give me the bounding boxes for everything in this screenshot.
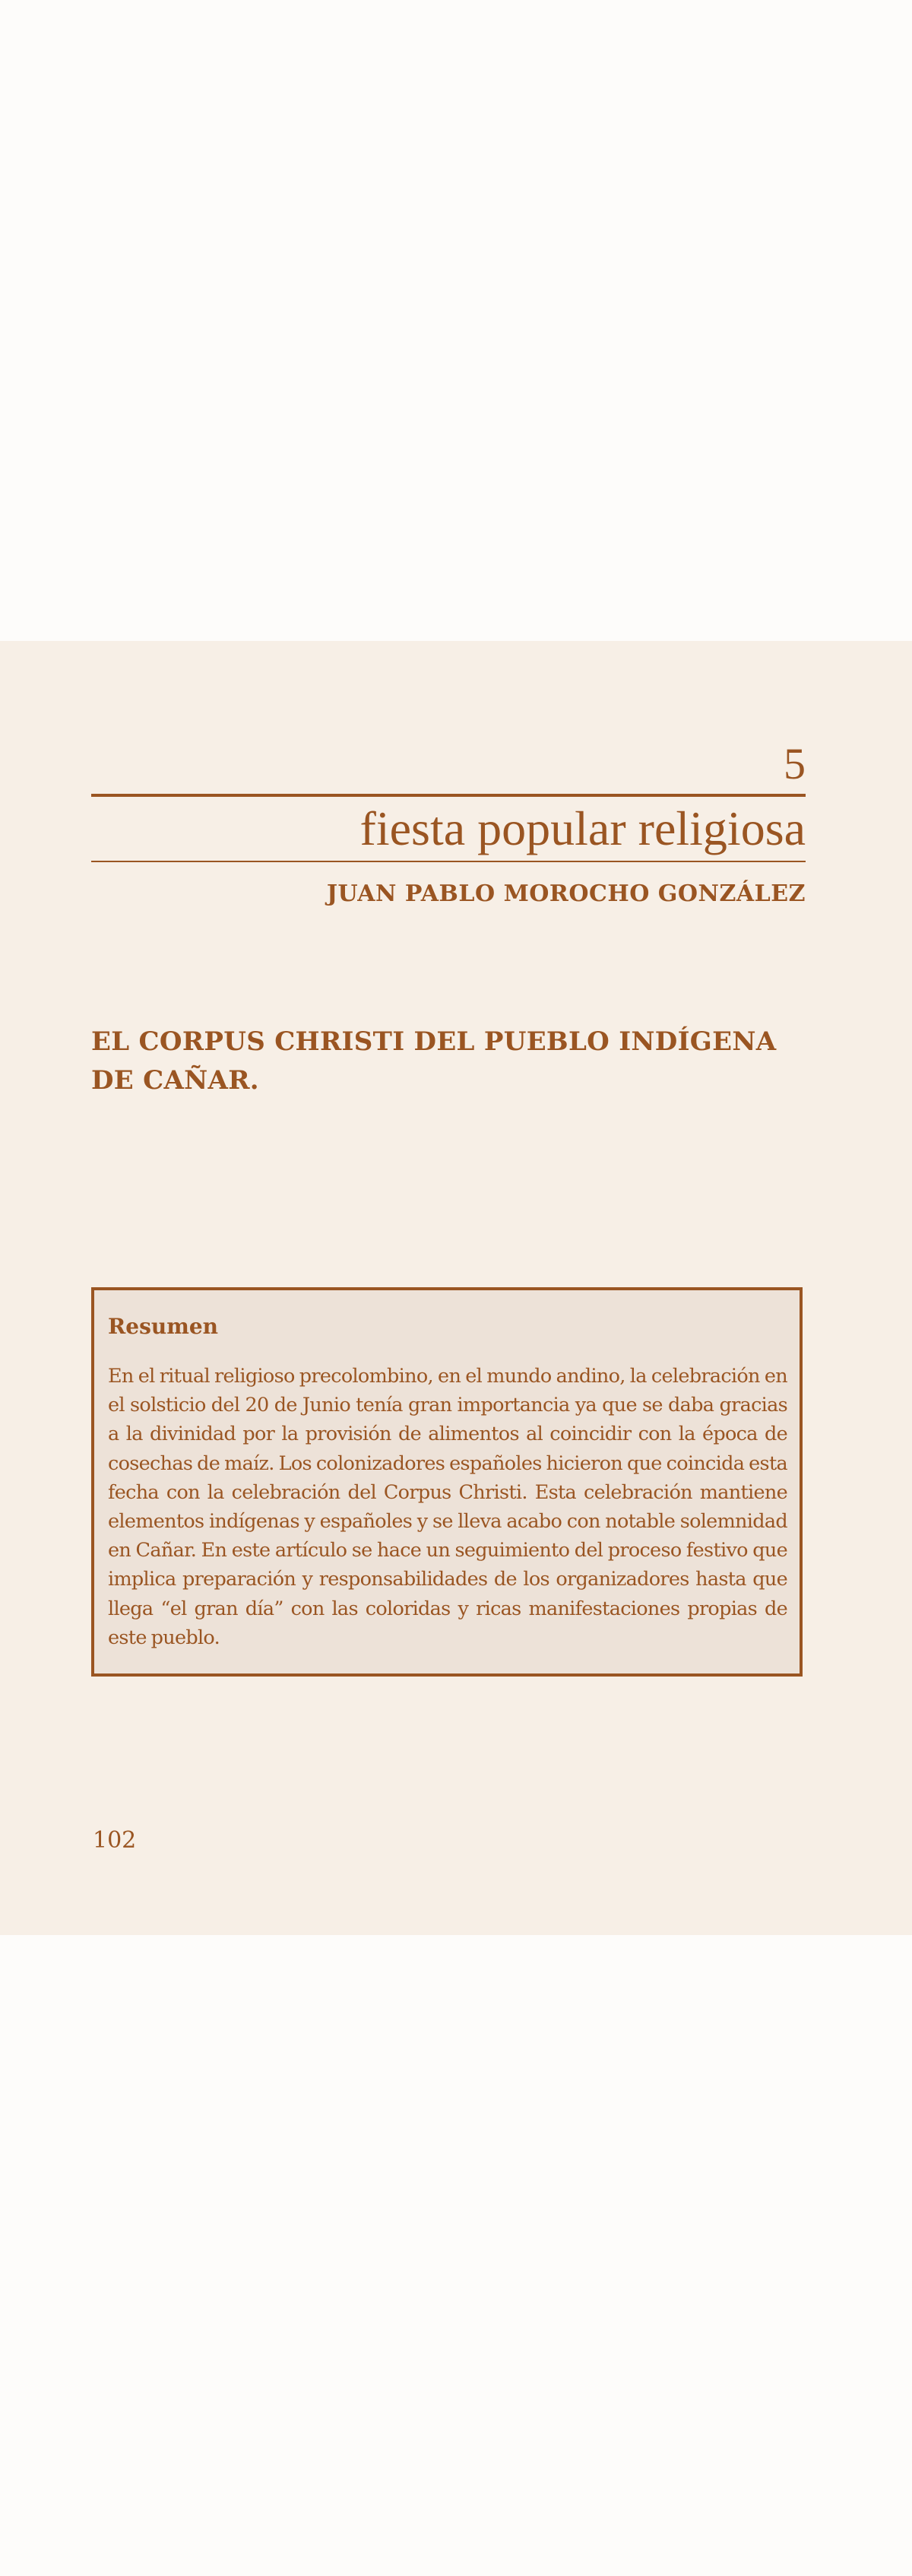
abstract-box xyxy=(91,1287,803,1677)
author-name: JUAN PABLO MOROCHO GONZÁLEZ xyxy=(326,880,806,907)
article-title: EL CORPUS CHRISTI DEL PUEBLO INDÍGENA DE CAÑAR. xyxy=(91,1026,777,1096)
page-number: 102 xyxy=(93,1827,137,1854)
abstract-heading: Resumen xyxy=(108,1314,219,1339)
chapter-title: fiesta popular religiosa xyxy=(359,801,806,855)
chapter-bottom-rule xyxy=(91,861,806,862)
abstract-text: En el ritual religioso precolombino, en el mundo andino, la celebración en el solsticio del 20 de Junio tenía gran importancia ya que se daba gracias a la divinidad por la provisión de alimentos al coincidir con la época de cosechas de maíz. Los colonizadores españoles hicieron que coincida esta fecha con la celebración del Corpus Christi. Esta celebración mantiene elementos indígenas y españoles y se lleva acabo con notable solemnidad en Cañar. En este artículo se hace un seguimiento del proceso festivo que implica preparación y responsabilidades de los organizadores hasta que llega “el gran día” con las coloridas y ricas manifestaciones propias de este pueblo. xyxy=(108,1365,787,1649)
chapter-number: 5 xyxy=(784,739,806,788)
chapter-top-rule xyxy=(91,794,806,797)
document-page xyxy=(0,641,912,1935)
